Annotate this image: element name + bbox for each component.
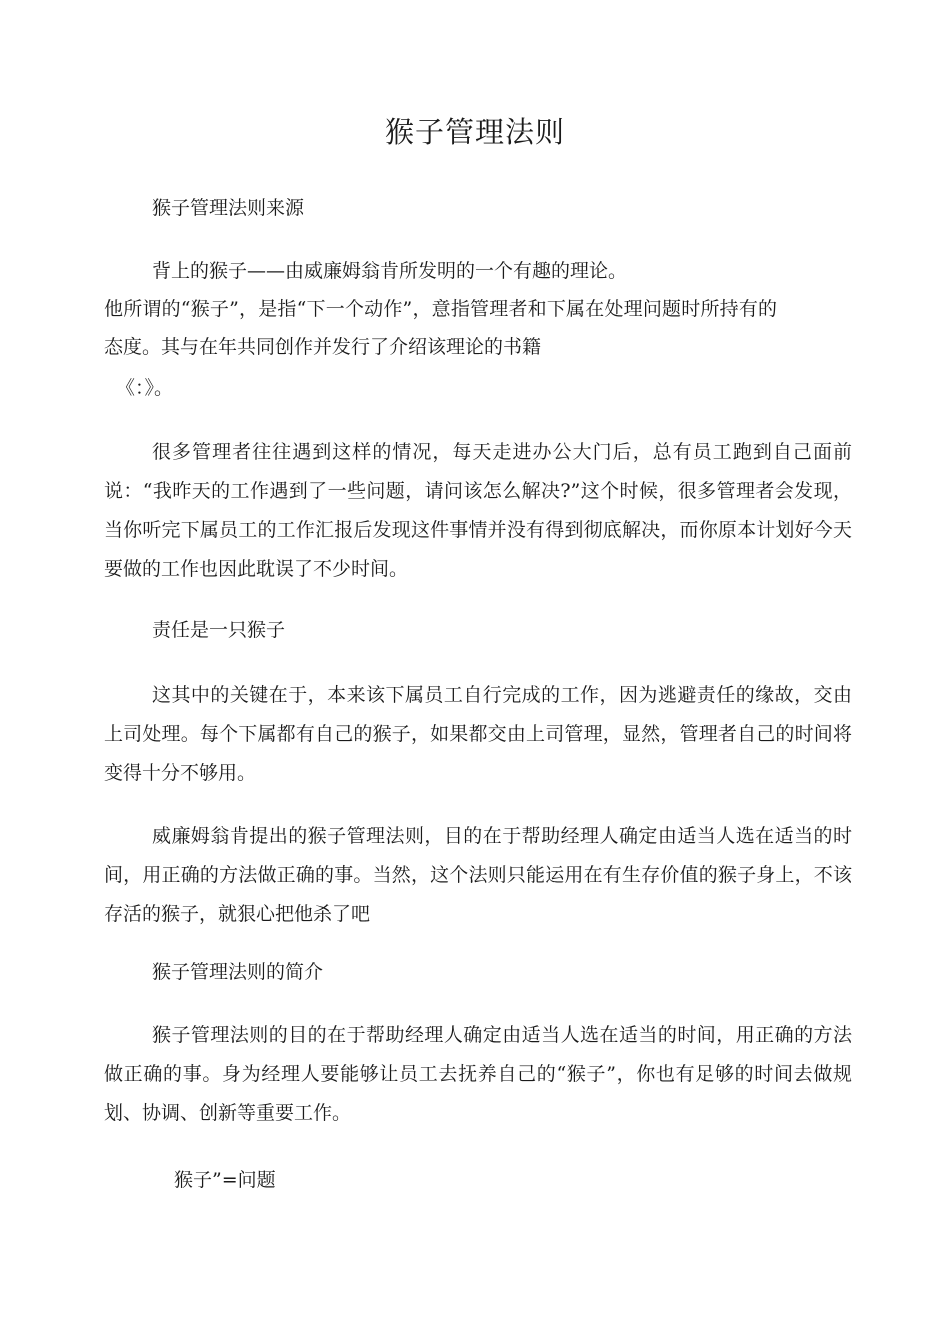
section-heading-responsibility: 责任是一只猴子 — [152, 619, 286, 641]
intro-line-3: 态度。其与在年共同创作并发行了介绍该理论的书籍 — [104, 336, 542, 358]
paragraph-daily-situation: 很多管理者往往遇到这样的情况，每天走进办公大门后，总有员工跑到自己面前说：“我昨天的工作遇到了一些问题，请问该怎么解决?”这个时候，很多管理者会发现，当你听完下属员工的工作汇报后发现这件事情并没有得到彻底解决，而你原本计划好今天要做的工作也因此耽误了不少时间。 — [104, 441, 852, 580]
document-title: 猴子管理法则 — [384, 115, 565, 149]
paragraph-summary: 猴子管理法则的目的在于帮助经理人确定由适当人选在适当的时间，用正确的方法做正确的事。身为经理人要能够让员工去抚养自己的“猴子”，你也有足够的时间去做规划、协调、创新等重要工作。 — [104, 1024, 852, 1124]
paragraph-key-point: 这其中的关键在于，本来该下属员工自行完成的工作，因为逃避责任的缘故，交由上司处理。每个下属都有自己的猴子，如果都交由上司管理，显然，管理者自己的时间将变得十分不够用。 — [104, 684, 852, 784]
intro-line-1: 背上的猴子——由威廉姆翁肯所发明的一个有趣的理论。 — [152, 260, 628, 282]
section-heading-source: 猴子管理法则来源 — [152, 197, 305, 219]
intro-line-4: 《：》。 — [116, 377, 174, 399]
intro-line-2: 他所谓的“猴子”，是指“下一个动作”，意指管理者和下属在处理问题时所持有的 — [104, 298, 778, 320]
paragraph-purpose: 威廉姆翁肯提出的猴子管理法则，目的在于帮助经理人确定由适当人选在适当的时间，用正确的方法做正确的事。当然，这个法则只能运用在有生存价值的猴子身上，不该存活的猴子，就狠心把他杀了吧 — [104, 825, 852, 925]
monkey-equals-problem: 猴子”=问题 — [174, 1169, 276, 1191]
section-heading-introduction: 猴子管理法则的简介 — [152, 961, 324, 983]
